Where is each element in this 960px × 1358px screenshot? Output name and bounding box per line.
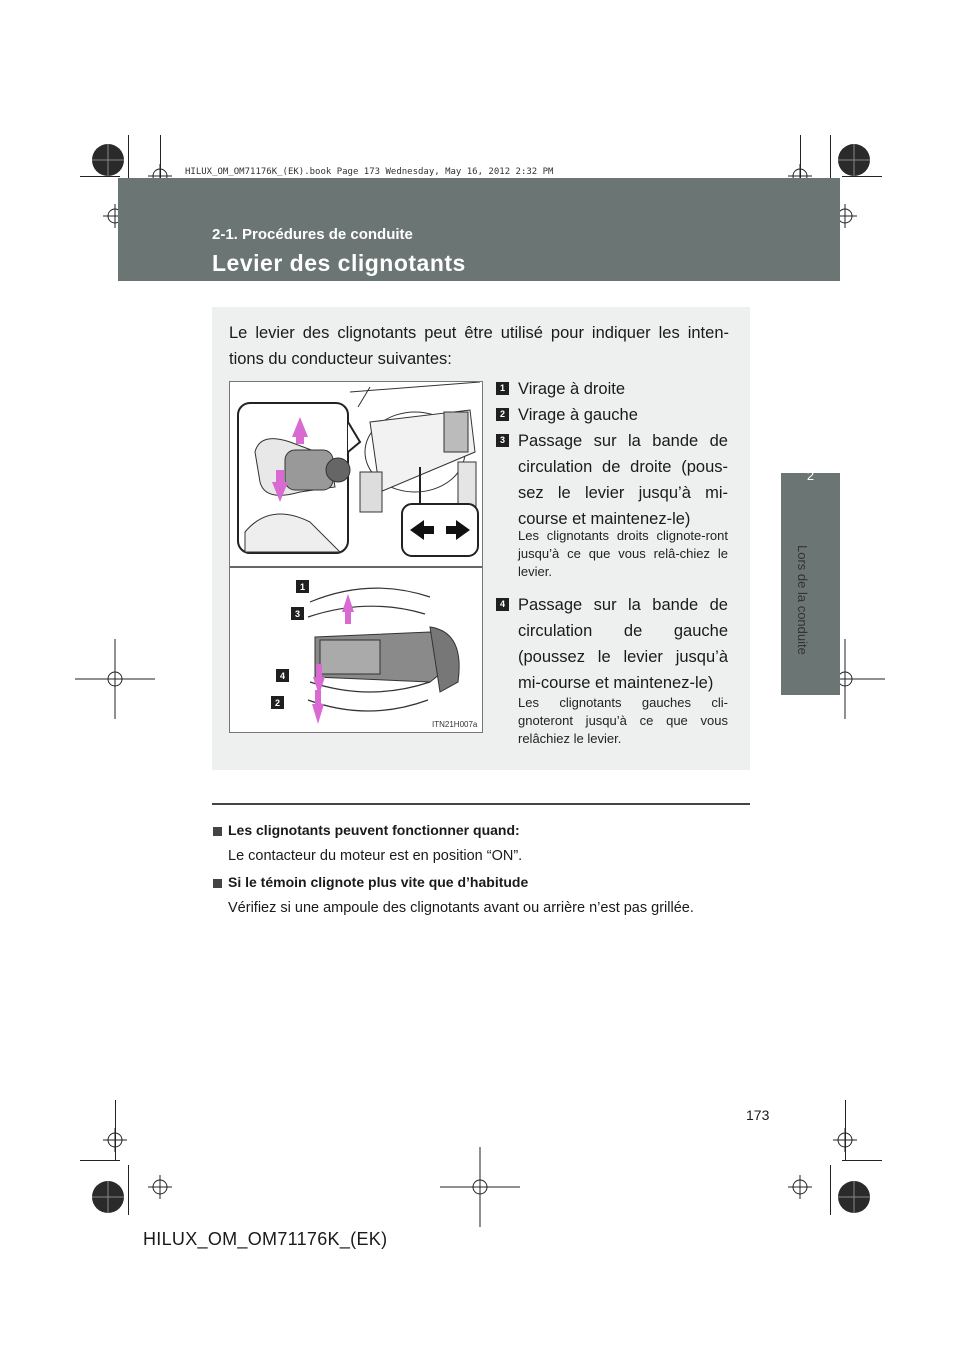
note-body-1: Le contacteur du moteur est en position “ON”.: [228, 848, 523, 864]
note-title-1: Les clignotants peuvent fonctionner quand:: [228, 822, 520, 838]
page-number: 173: [746, 1107, 770, 1123]
figure-callout-3-label: 3: [294, 609, 301, 619]
section-title: 2-1. Procédures de conduite: [212, 226, 413, 243]
item-badge-4: 4: [496, 598, 509, 611]
page-title: Levier des clignotants: [212, 250, 466, 276]
turn-signal-lever-illustration: [230, 382, 482, 732]
print-info: HILUX_OM_OM71176K_(EK).book Page 173 Wednesday, May 16, 2012 2:32 PM: [185, 167, 554, 177]
note-title-2: Si le témoin clignote plus vite que d’habitude: [228, 874, 529, 890]
figure-callout-4-label: 4: [279, 671, 286, 681]
item-badge-3: 3: [496, 434, 509, 447]
note-body-2: Vérifiez si une ampoule des clignotants avant ou arrière n’est pas grillée.: [228, 900, 694, 916]
note-bullet-2: [213, 879, 222, 888]
item-text-1: Virage à droite: [518, 380, 626, 398]
item-text-3: Passage sur la bande de circulation de droite (pous-sez le levier jusqu’à mi-course et maintenez-le): [518, 432, 728, 528]
item-badge-2: 2: [496, 408, 509, 421]
item-badge-1: 1: [496, 382, 509, 395]
chapter-number: 2: [806, 468, 815, 483]
item-note-3: Les clignotants droits clignote-ront jusqu’à ce que vous relâ-chiez le levier.: [518, 528, 728, 579]
item-text-4: Passage sur la bande de circulation de gauche (poussez le levier jusqu’à mi-course et maintenez-le): [518, 596, 728, 692]
figure-code: ITN21H007a: [432, 720, 478, 729]
item-note-4: Les clignotants gauches cli-gnoteront jusqu’à ce que vous relâchiez le levier.: [518, 695, 728, 746]
item-text-2: Virage à gauche: [518, 406, 638, 424]
figure-callout-1-label: 1: [299, 582, 306, 592]
document-id: HILUX_OM_OM71176K_(EK): [143, 1229, 388, 1249]
figure: [229, 381, 483, 733]
divider: [212, 803, 750, 805]
chapter-title: Lors de la conduite: [795, 545, 810, 655]
intro-text: Le levier des clignotants peut être utilisé pour indiquer les inten-tions du conducteur suivantes:: [229, 324, 729, 368]
note-bullet-1: [213, 827, 222, 836]
figure-callout-2-label: 2: [274, 698, 281, 708]
